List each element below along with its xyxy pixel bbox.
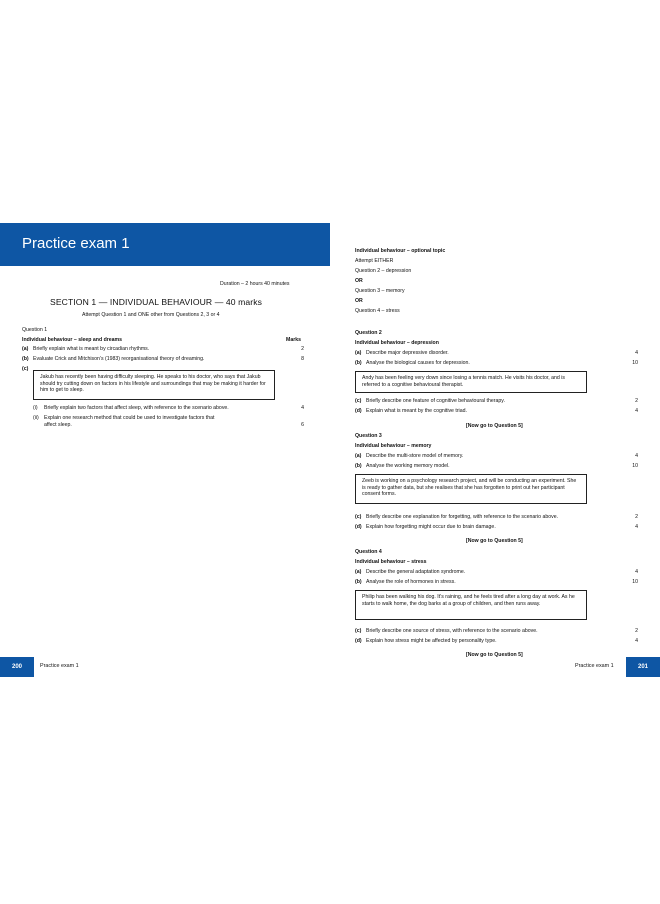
q1b-marks: 8 bbox=[301, 356, 304, 362]
q2c-marks: 2 bbox=[635, 398, 638, 404]
q3a-label: (a) bbox=[355, 453, 362, 459]
q3c-label: (c) bbox=[355, 514, 362, 520]
q3c-text: Briefly describe one explanation for forgetting, with reference to the scenario above. bbox=[366, 514, 559, 520]
left-page-number: 200 bbox=[0, 657, 34, 677]
q3a-text: Describe the multi-store model of memory. bbox=[366, 453, 464, 459]
q1ci-text: Briefly explain two factors that affect sleep, with reference to the scenario above. bbox=[44, 405, 229, 411]
q3b-text: Analyse the working memory model. bbox=[366, 463, 450, 469]
q4a-text: Describe the general adaptation syndrome. bbox=[366, 569, 466, 575]
option-3: Question 4 – stress bbox=[355, 308, 400, 314]
q3d-text: Explain how forgetting might occur due to brain damage. bbox=[366, 524, 496, 530]
or-2: OR bbox=[355, 298, 363, 304]
q4a-label: (a) bbox=[355, 569, 362, 575]
q2a-text: Describe major depressive disorder. bbox=[366, 350, 449, 356]
q4c-marks: 2 bbox=[635, 628, 638, 634]
q2a-label: (a) bbox=[355, 350, 362, 356]
option-1: Question 2 – depression bbox=[355, 268, 412, 274]
q2-goto: [Now go to Question 5] bbox=[466, 423, 523, 429]
q1b-text: Evaluate Crick and Mitchison’s (1983) reorganisational theory of dreaming. bbox=[33, 356, 205, 362]
q1-scenario-box bbox=[33, 370, 275, 400]
q1ci-marks: 4 bbox=[301, 405, 304, 411]
question-1-title: Question 1 bbox=[22, 327, 48, 333]
question-1-subtitle: Individual behaviour – sleep and dreams bbox=[22, 337, 123, 343]
q2c-label: (c) bbox=[355, 398, 362, 404]
q4-scenario-box bbox=[355, 590, 587, 620]
q1ci-label: (i) bbox=[33, 405, 38, 411]
chapter-title: Practice exam 1 bbox=[22, 235, 130, 252]
q2-scenario-box bbox=[355, 371, 587, 393]
q1-scenario-text: Jakub has recently been having difficulty sleeping. He speaks to his doctor, who says that Jakub should try cutting down on factors in his lifestyle and surroundings that may be making it harder for him to get to sleep. bbox=[40, 374, 266, 394]
q4c-text: Briefly describe one source of stress, with reference to the scenario above. bbox=[366, 628, 538, 634]
q1b-label: (b) bbox=[22, 356, 29, 362]
question-2-subtitle: Individual behaviour – depression bbox=[355, 340, 439, 346]
q3a-marks: 4 bbox=[635, 453, 638, 459]
left-footer-label: Practice exam 1 bbox=[40, 663, 79, 669]
option-2: Question 3 – memory bbox=[355, 288, 405, 294]
q1cii-label: (ii) bbox=[33, 415, 39, 421]
q1cii-text-line1: Explain one research method that could be used to investigate factors that bbox=[44, 415, 215, 421]
q4d-label: (d) bbox=[355, 638, 362, 644]
q3-scenario-box bbox=[355, 474, 587, 504]
q4-scenario-text: Philip has been walking his dog. It’s raining, and he feels tired after a long day at work. As he starts to walk home, the dog barks at a group of children, and then runs away. bbox=[362, 594, 575, 607]
q3-scenario-text: Zeeb is working on a psychology research project, and will be conducting an experiment. She is ready to gather data, but she realises that she has forgotten to print out her participant consent forms. bbox=[362, 478, 577, 498]
q4b-marks: 10 bbox=[632, 579, 638, 585]
q4c-label: (c) bbox=[355, 628, 362, 634]
q1a-marks: 2 bbox=[301, 346, 304, 352]
q2a-marks: 4 bbox=[635, 350, 638, 356]
right-page-number: 201 bbox=[626, 657, 660, 677]
q2-scenario-text: Andy has been feeling very down since losing a tennis match. He visits his doctor, and is referred to a cognitive behavioural therapist. bbox=[362, 375, 565, 388]
q4a-marks: 4 bbox=[635, 569, 638, 575]
q4b-text: Analyse the role of hormones in stress. bbox=[366, 579, 456, 585]
q3b-label: (b) bbox=[355, 463, 362, 469]
q4b-label: (b) bbox=[355, 579, 362, 585]
q1cii-marks: 6 bbox=[301, 422, 304, 428]
q1a-text: Briefly explain what is meant by circadian rhythms. bbox=[33, 346, 150, 352]
q2b-label: (b) bbox=[355, 360, 362, 366]
q3b-marks: 10 bbox=[632, 463, 638, 469]
question-3-title: Question 3 bbox=[355, 433, 382, 439]
q3d-marks: 4 bbox=[635, 524, 638, 530]
q3d-label: (d) bbox=[355, 524, 362, 530]
duration: Duration – 2 hours 40 minutes bbox=[220, 281, 290, 287]
optional-topic-title: Individual behaviour – optional topic bbox=[355, 248, 446, 254]
q2d-marks: 4 bbox=[635, 408, 638, 414]
q2b-marks: 10 bbox=[632, 360, 638, 366]
q4d-marks: 4 bbox=[635, 638, 638, 644]
marks-header: Marks bbox=[286, 337, 301, 343]
attempt-instruction: Attempt Question 1 and ONE other from Questions 2, 3 or 4 bbox=[82, 312, 220, 318]
chapter-banner bbox=[0, 223, 330, 266]
q4-goto: [Now go to Question 5] bbox=[466, 652, 523, 658]
section-title: SECTION 1 — INDIVIDUAL BEHAVIOUR — 40 marks bbox=[50, 297, 263, 307]
q1cii-text-line2: affect sleep. bbox=[44, 422, 72, 428]
q2b-text: Analyse the biological causes for depression. bbox=[366, 360, 470, 366]
q3-goto: [Now go to Question 5] bbox=[466, 538, 523, 544]
right-footer-label: Practice exam 1 bbox=[575, 663, 614, 669]
q1c-label: (c) bbox=[22, 366, 29, 372]
or-1: OR bbox=[355, 278, 363, 284]
q2d-text: Explain what is meant by the cognitive triad. bbox=[366, 408, 467, 414]
attempt-either: Attempt EITHER bbox=[355, 258, 394, 264]
q4d-text: Explain how stress might be affected by personality type. bbox=[366, 638, 497, 644]
q2c-text: Briefly describe one feature of cognitive behavioural therapy. bbox=[366, 398, 505, 404]
q2d-label: (d) bbox=[355, 408, 362, 414]
q1a-label: (a) bbox=[22, 346, 29, 352]
question-4-title: Question 4 bbox=[355, 549, 382, 555]
question-2-title: Question 2 bbox=[355, 330, 382, 336]
q3c-marks: 2 bbox=[635, 514, 638, 520]
question-3-subtitle: Individual behaviour – memory bbox=[355, 443, 432, 449]
question-4-subtitle: Individual behaviour – stress bbox=[355, 559, 427, 565]
